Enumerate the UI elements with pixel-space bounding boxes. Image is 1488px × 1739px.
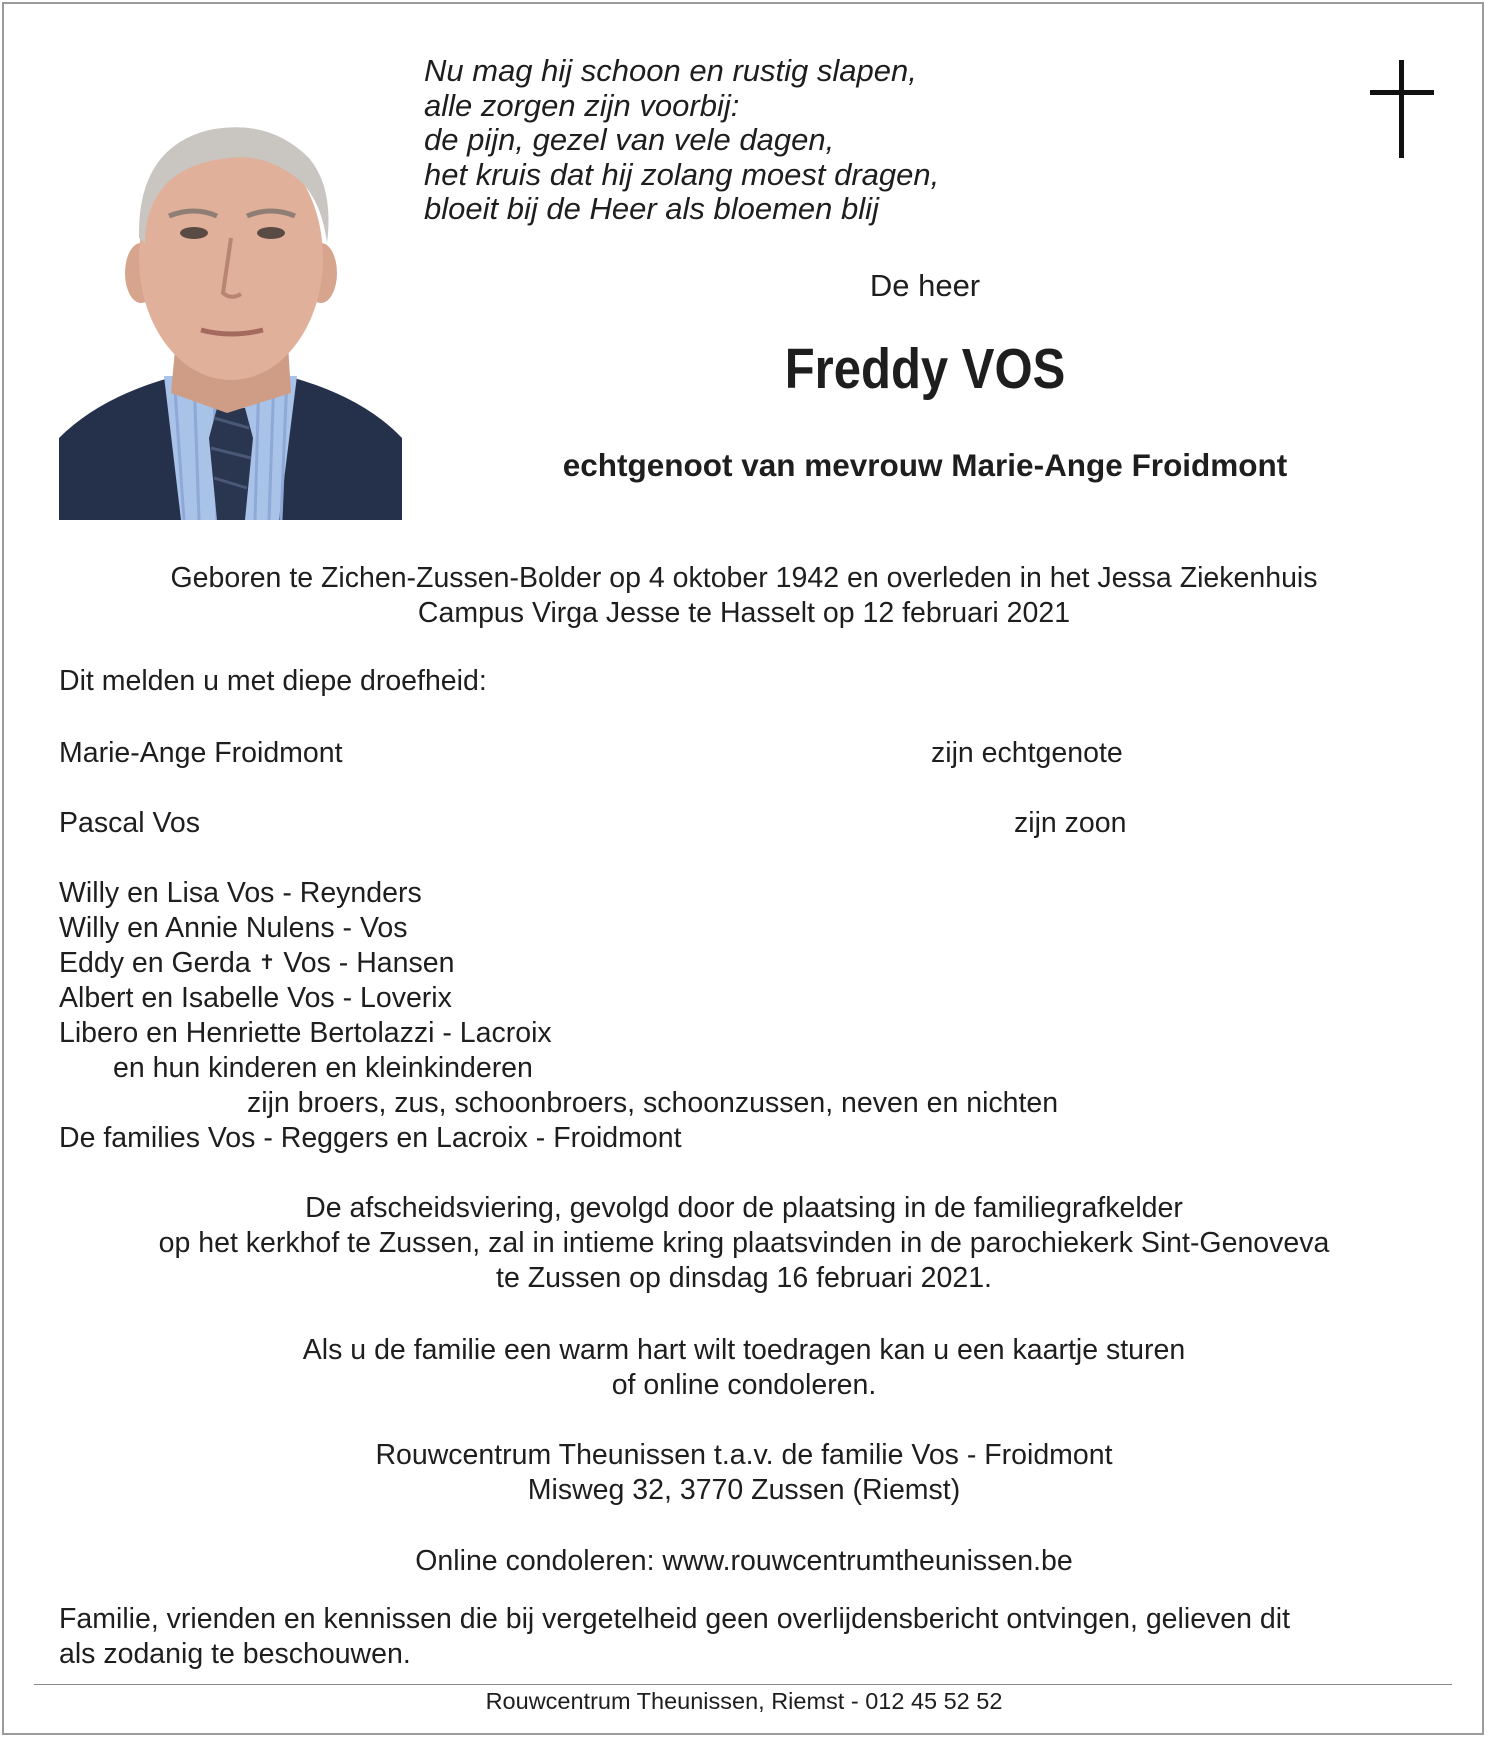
mourner-line: Albert en Isabelle Vos - Loverix — [59, 982, 452, 1014]
poem-line: alle zorgen zijn voorbij: — [424, 87, 740, 123]
ceremony-paragraph — [0, 1191, 1488, 1296]
birth-death-paragraph — [0, 561, 1488, 630]
ceremony-line: op het kerkhof te Zussen, zal in intieme kring plaatsvinden in de parochiekerk Sint-Genoveva — [158, 1227, 1330, 1259]
mourner-line: Libero en Henriette Bertolazzi - Lacroix — [59, 1017, 552, 1049]
birth-death-line: Geboren te Zichen-Zussen-Bolder op 4 oktober 1942 en overleden in het Jessa Ziekenhuis — [170, 562, 1318, 594]
poem-line: Nu mag hij schoon en rustig slapen, — [424, 53, 917, 88]
mourner-text: Eddy en Gerda — [59, 947, 251, 979]
address-line: Rouwcentrum Theunissen t.a.v. de familie Vos - Froidmont — [375, 1439, 1113, 1471]
spouse-line: echtgenoot van mevrouw Marie-Ange Froidmont — [562, 447, 1288, 483]
mourner-line: en hun kinderen en kleinkinderen — [113, 1052, 533, 1084]
poem-line: de pijn, gezel van vele dagen, — [424, 122, 835, 157]
announcement-intro: Dit melden u met diepe droefheid: — [59, 665, 487, 697]
latin-cross-icon — [1370, 60, 1434, 158]
mourner-line: zijn broers, zus, schoonbroers, schoonzussen, neven en nichten — [247, 1087, 1059, 1119]
closing-line: als zodanig te beschouwen. — [59, 1638, 411, 1670]
poem-line: het kruis dat hij zolang moest dragen, — [424, 156, 940, 192]
closing-paragraph — [59, 1602, 1290, 1672]
spouse-relation: zijn echtgenote — [931, 737, 1123, 769]
deceased-cross-icon: ✝ — [258, 952, 276, 974]
online-condolence: Online condoleren: www.rouwcentrumtheunissen.be — [415, 1545, 1073, 1577]
portrait-illustration — [59, 108, 402, 520]
mourner-text: Vos - Hansen — [283, 947, 455, 979]
poem — [424, 54, 939, 227]
deceased-name: Freddy VOS — [784, 337, 1066, 401]
closing-line: Familie, vrienden en kennissen die bij vergetelheid geen overlijdensbericht ontvingen, gelieven dit — [59, 1603, 1291, 1635]
birth-death-line: Campus Virga Jesse te Hasselt op 12 februari 2021 — [417, 596, 1071, 629]
spouse-name: Marie-Ange Froidmont — [59, 737, 343, 769]
mourner-line: De families Vos - Reggers en Lacroix - Froidmont — [59, 1122, 682, 1154]
son-relation: zijn zoon — [1014, 807, 1127, 839]
footer-credit: Rouwcentrum Theunissen, Riemst - 012 45 52 52 — [485, 1688, 1003, 1714]
card-note-line: Als u de familie een warm hart wilt toedragen kan u een kaartje sturen — [302, 1334, 1186, 1366]
mourner-line — [59, 947, 454, 980]
salutation: De heer — [869, 268, 981, 303]
ceremony-line: De afscheidsviering, gevolgd door de plaatsing in de familiegrafkelder — [305, 1192, 1183, 1224]
footer-divider — [34, 1684, 1452, 1685]
ceremony-line: te Zussen op dinsdag 16 februari 2021. — [496, 1262, 992, 1294]
mourner-line: Willy en Lisa Vos - Reynders — [59, 877, 422, 909]
card-note-paragraph — [0, 1333, 1488, 1403]
poem-line: bloeit bij de Heer als bloemen blij — [424, 191, 879, 226]
address-line: Misweg 32, 3770 Zussen (Riemst) — [527, 1474, 961, 1506]
portrait-photo — [59, 108, 402, 520]
address-paragraph — [0, 1438, 1488, 1508]
mourner-line: Willy en Annie Nulens - Vos — [59, 912, 408, 944]
son-name: Pascal Vos — [59, 807, 200, 839]
card-note-line: of online condoleren. — [611, 1369, 877, 1401]
